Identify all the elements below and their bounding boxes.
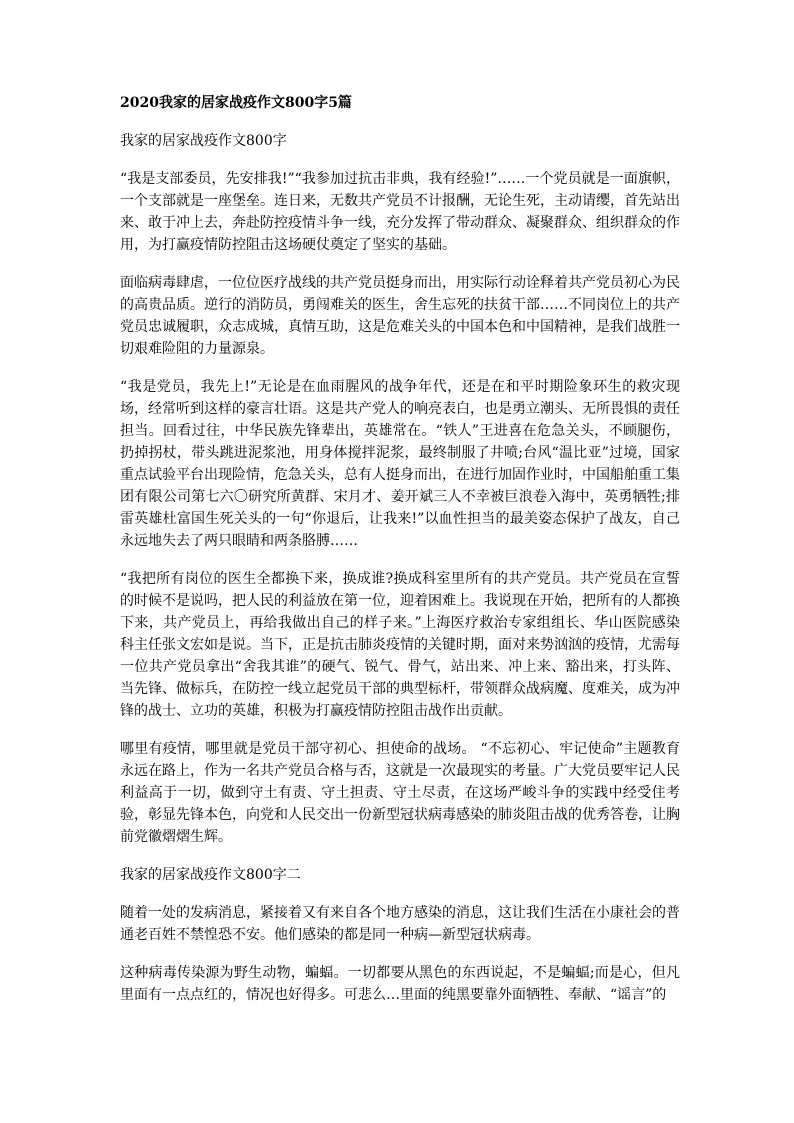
paragraph: 这种病毒传染源为野生动物，蝙蝠。一切都要从黑色的东西说起，不是蝙蝠;而是心，但凡里面有一点点红的，情况也好得多。可悲么…里面的纯黑要靠外面牺牲、奉献、“谣言”的: [120, 965, 680, 1003]
document-content: [120, 92, 680, 1022]
paragraph: 随着一处的发病消息，紧接着又有来自各个地方感染的消息，这让我们生活在小康社会的普通老百姓不禁惶恐不安。他们感染的都是同一种病—新型冠状病毒。: [120, 905, 680, 943]
paragraph: 哪里有疫情，哪里就是党员干部守初心、担使命的战场。 “不忘初心、牢记使命”主题教育永远在路上，作为一名共产党员合格与否，这就是一次最现实的考量。广大党员要牢记人民利益高于一切，做到守土有责、守土担责、守土尽责，在这场严峻斗争的实践中经受住考验，彰显先锋本色，向党和人民交出一份新型冠状病毒感染的肺炎阻击战的优秀答卷，让胸前党徽熠熠生辉。: [120, 741, 680, 845]
section-heading-2: 我家的居家战疫作文800字二: [120, 867, 301, 883]
paragraph: “我是党员，我先上!”无论是在血雨腥风的战争年代，还是在和平时期险象环生的救灾现场，经常听到这样的豪言壮语。这是共产党人的响亮表白，也是勇立潮头、无所畏惧的责任担当。回看过往，中华民族先锋辈出，英雄常在。“铁人”王进喜在危急关头，不顾腿伤，扔掉拐杖，带头跳进泥浆池，用身体搅拌泥浆，最终制服了井喷;台风“温比亚”过境，国家重点试验平台出现险情，危急关头，总有人挺身而出，在进行加固作业时，中国船舶重工集团有限公司第七六〇研究所黄群、宋月才、姜开斌三人不幸被巨浪卷入海中，英勇牺牲;排雷英雄杜富国生死关头的一句“你退后，让我来!”以血性担当的最美姿态保护了战友，自己永远地失去了两只眼睛和两条胳膊……: [120, 379, 680, 549]
document-title: 2020我家的居家战疫作文800字5篇: [120, 95, 352, 111]
paragraph: “我把所有岗位的医生全都换下来，换成谁?换成科室里所有的共产党员。共产党员在宣誓的时候不是说吗，把人民的利益放在第一位，迎着困难上。我说现在开始，把所有的人都换下来，共产党员上，再给我做出自己的样子来。”上海医疗救治专家组组长、华山医院感染科主任张文宏如是说。当下，正是抗击肺炎疫情的关键时期，面对来势汹汹的疫情，尤需每一位共产党员拿出“舍我其谁”的硬气、锐气、骨气，站出来、冲上来、豁出来，打头阵、当先锋、做标兵，在防控一线立起党员干部的典型标杆，带领群众战病魔、度难关，成为冲锋的战士、立功的英雄，积极为打赢疫情防控阻击战作出贡献。: [120, 571, 680, 719]
paragraph: 面临病毒肆虐，一位位医疗战线的共产党员挺身而出，用实际行动诠释着共产党员初心为民的高贵品质。逆行的消防员，勇闯难关的医生，舍生忘死的扶贫干部……不同岗位上的共产党员忠诚履职，众志成城，真情互助，这是危难关头的中国本色和中国精神，是我们战胜一切艰难险阻的力量源泉。: [120, 275, 680, 357]
paragraph: “我是支部委员，先安排我!”“我参加过抗击非典，我有经验!”……一个党员就是一面旗帜，一个支部就是一座堡垒。连日来，无数共产党员不计报酬，无论生死，主动请缨，首先站出来、敢于冲上去，奔赴防控疫情斗争一线，充分发挥了带动群众、凝聚群众、组织群众的作用，为打赢疫情防控阻击这场硬仗奠定了坚实的基础。: [120, 171, 680, 253]
section-heading-1: 我家的居家战疫作文800字: [120, 133, 287, 149]
